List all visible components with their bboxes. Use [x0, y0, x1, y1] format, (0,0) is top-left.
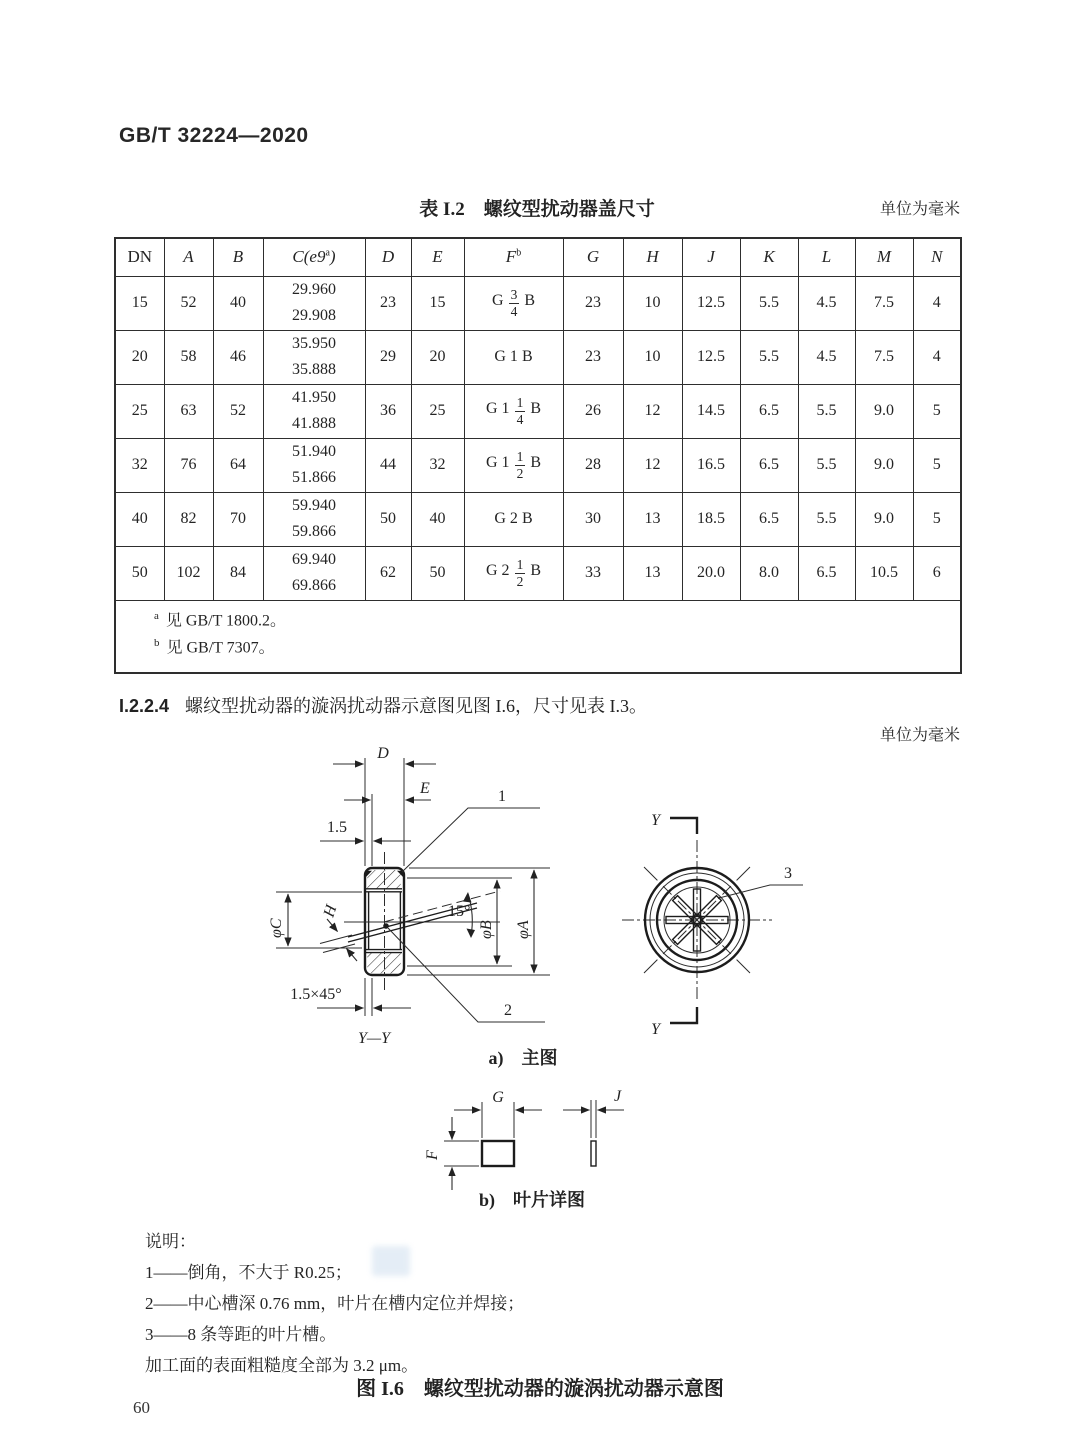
table-footnotes: [154, 607, 950, 662]
circular-view: [622, 812, 803, 1038]
table-cell: 9.0: [855, 492, 913, 546]
table-cell: 10: [623, 276, 682, 330]
table-cell: 25: [411, 384, 464, 438]
table-row: [115, 384, 961, 438]
table-cell: 33: [563, 546, 623, 600]
column-header: C(e9$^a$): [263, 238, 365, 276]
dim-label-E: E: [420, 780, 430, 797]
table-cell: 102: [164, 546, 213, 600]
table-cell: 8.0: [740, 546, 798, 600]
table-cell: 4.5: [798, 330, 855, 384]
dim-D: [333, 745, 436, 764]
section-mark-Y-bottom: [651, 1007, 697, 1038]
figure-legend: [145, 1226, 524, 1381]
table-cell: 10: [623, 330, 682, 384]
table-cell: 26: [563, 384, 623, 438]
table-cell: 30: [563, 492, 623, 546]
table-cell: 12: [623, 384, 682, 438]
dim-label-H: H: [320, 902, 341, 920]
table-cell: 5: [913, 438, 961, 492]
legend-title: 说明：: [145, 1232, 196, 1251]
table-cell: 23: [365, 276, 411, 330]
table-cell: 12: [623, 438, 682, 492]
table-row: [115, 492, 961, 546]
table-cell: 13: [623, 546, 682, 600]
legend-item: 2——中心槽深 0.76 mm，叶片在槽内定位并焊接；: [145, 1294, 525, 1313]
table-cell: 36: [365, 384, 411, 438]
table-cell: 40: [115, 492, 164, 546]
dim-label-F: F: [424, 1150, 441, 1160]
leader-3: [719, 865, 803, 898]
page-number: 60: [133, 1398, 150, 1417]
table-cell: G 1 $\frac{1}{2}$ B: [464, 438, 563, 492]
table-cell: 14.5: [682, 384, 740, 438]
footnote: $^a$ 见 GB/T 1800.2。: [154, 609, 287, 629]
table-cell: 32: [115, 438, 164, 492]
table-header-row: [115, 238, 961, 276]
table-cell: 25: [115, 384, 164, 438]
dim-label-G: G: [492, 1089, 504, 1106]
dim-F: [424, 1117, 452, 1190]
table-cell: 50: [411, 546, 464, 600]
leader-label-3: 3: [784, 865, 792, 882]
table-cell: 4: [913, 330, 961, 384]
table-cell: 20: [411, 330, 464, 384]
table-row: [115, 438, 961, 492]
table-cell: 23: [563, 330, 623, 384]
table-cell: 64: [213, 438, 263, 492]
dim-J: [563, 1088, 624, 1110]
table-cell: 10.5: [855, 546, 913, 600]
column-header: D: [365, 238, 411, 276]
table-cell: 44: [365, 438, 411, 492]
legend-item: 1——倒角，不大于 R0.25；: [145, 1263, 352, 1282]
column-header: M: [855, 238, 913, 276]
table-cell: 63: [164, 384, 213, 438]
table-cell: 82: [164, 492, 213, 546]
table-cell: 70: [213, 492, 263, 546]
table-cell: 6.5: [798, 546, 855, 600]
table-cell: 23: [563, 276, 623, 330]
hatch-top: [367, 870, 400, 889]
svg-text:Y: Y: [651, 1021, 660, 1038]
table-row: [115, 546, 961, 600]
dim-label-phiA: φA: [515, 920, 532, 939]
column-header: B: [213, 238, 263, 276]
leader-label-2: 2: [504, 1002, 512, 1019]
column-header: H: [623, 238, 682, 276]
section-mark-Y-top: [651, 812, 697, 834]
column-header: K: [740, 238, 798, 276]
dim-phiC: [268, 894, 288, 946]
table-cell: 46: [213, 330, 263, 384]
table-cell: 52: [213, 384, 263, 438]
table-cell: 15: [115, 276, 164, 330]
table-cell: 28: [563, 438, 623, 492]
table-cell: 76: [164, 438, 213, 492]
table-body: [115, 276, 961, 600]
table-cell: 6.5: [740, 492, 798, 546]
blade-detail: [424, 1088, 624, 1211]
footnote: $^b$ 见 GB/T 7307。: [154, 637, 275, 657]
table-row: [115, 330, 961, 384]
table-cell: 20.0: [682, 546, 740, 600]
column-header: A: [164, 238, 213, 276]
table-title: 表 I.2 螺纹型扰动器盖尺寸: [419, 199, 655, 220]
legend-surface-note: 加工面的表面粗糙度全部为 3.2 μm。: [145, 1356, 419, 1375]
technical-drawing: [0, 740, 1080, 1222]
dim-label-phiC: φC: [268, 918, 285, 938]
dim-label-D: D: [377, 745, 389, 762]
table-cell: 9.0: [855, 438, 913, 492]
column-header: L: [798, 238, 855, 276]
column-header: N: [913, 238, 961, 276]
table-cell: 7.5: [855, 276, 913, 330]
table-cell: 6: [913, 546, 961, 600]
svg-text:Y: Y: [651, 812, 660, 829]
leader-2: [388, 928, 545, 1022]
caption-blade-detail: b) 叶片详图: [478, 1190, 586, 1210]
table-unit-note: 单位为毫米: [879, 201, 960, 218]
table-cell: 35.950 35.888: [263, 330, 365, 384]
table-cell: G 2 $\frac{1}{2}$ B: [464, 546, 563, 600]
dim-label-15: 15°: [448, 903, 471, 920]
table-cell: 20: [115, 330, 164, 384]
dim-phiA: [515, 870, 534, 973]
diagonal-ticks: [644, 867, 750, 973]
table-cell: 9.0: [855, 384, 913, 438]
table-cell: G 1 $\frac{1}{4}$ B: [464, 384, 563, 438]
legend-item: 3——8 条等距的叶片槽。: [145, 1325, 337, 1344]
dim-G: [454, 1089, 542, 1110]
table-cell: 6.5: [740, 384, 798, 438]
table-cell: G 1 B: [464, 330, 563, 384]
dim-label-1-5: 1.5: [327, 819, 347, 836]
table-cell: 62: [365, 546, 411, 600]
table-cell: 52: [164, 276, 213, 330]
table-cell: 13: [623, 492, 682, 546]
table-cell: 69.940 69.866: [263, 546, 365, 600]
table-cell: 51.940 51.866: [263, 438, 365, 492]
dim-phiB: [478, 880, 497, 964]
column-header: E: [411, 238, 464, 276]
table-cell: 29.960 29.908: [263, 276, 365, 330]
chamfer-mark-right: [397, 871, 403, 877]
table-cell: 5.5: [740, 330, 798, 384]
column-header: G: [563, 238, 623, 276]
table-footnote-row: [115, 600, 961, 673]
dim-H: [320, 902, 357, 961]
table-cell: 15: [411, 276, 464, 330]
blade-section: [348, 903, 477, 942]
caption-main-view: a) 主图: [488, 1048, 558, 1068]
table-cell: G $\frac{3}{4}$ B: [464, 276, 563, 330]
column-header: DN: [115, 238, 164, 276]
dim-angle-15: [384, 891, 500, 938]
main-view: [268, 745, 558, 1069]
dim-chamfer: [290, 986, 411, 1008]
table-cell: 59.940 59.866: [263, 492, 365, 546]
leader-1: [402, 788, 540, 872]
table-cell: 84: [213, 546, 263, 600]
table-cell: 5.5: [740, 276, 798, 330]
table-cell: 50: [365, 492, 411, 546]
dim-label-chamfer: 1.5×45°: [290, 986, 342, 1003]
table-cell: 12.5: [682, 276, 740, 330]
table-cell: 5: [913, 492, 961, 546]
hatch-bottom: [367, 953, 400, 973]
table-cell: 29: [365, 330, 411, 384]
dim-label-J: J: [614, 1088, 622, 1105]
table-row: [115, 276, 961, 330]
dim-label-phiB: φB: [478, 920, 495, 939]
table-cell: 7.5: [855, 330, 913, 384]
table-cell: 40: [213, 276, 263, 330]
figure-caption: 图 I.6 螺纹型扰动器的漩涡扰动器示意图: [356, 1378, 724, 1400]
table-cell: G 2 B: [464, 492, 563, 546]
blade-slots: [663, 886, 731, 954]
dim-E: [344, 780, 431, 800]
table-cell: 4.5: [798, 276, 855, 330]
table-cell: 18.5: [682, 492, 740, 546]
leader-label-1: 1: [498, 788, 506, 805]
figure-legend-items: [145, 1257, 524, 1350]
table-cell: 41.950 41.888: [263, 384, 365, 438]
table-cell: 5.5: [798, 384, 855, 438]
table-cell: 12.5: [682, 330, 740, 384]
table-cell: 58: [164, 330, 213, 384]
table-title-band: [114, 194, 960, 220]
column-header: J: [682, 238, 740, 276]
table-cell: 5.5: [798, 492, 855, 546]
clause-text: 螺纹型扰动器的漩涡扰动器示意图见图 I.6，尺寸见表 I.3。: [185, 696, 648, 716]
table-cell: 5.5: [798, 438, 855, 492]
table-cell: 40: [411, 492, 464, 546]
chamfer-mark-left: [366, 871, 372, 877]
column-header: $F^b$: [464, 238, 563, 276]
figure-unit-note: 单位为毫米: [879, 727, 960, 744]
dimension-table: [114, 237, 962, 674]
doc-number: GB/T 32224—2020: [119, 124, 309, 147]
clause-number: I.2.2.4: [119, 696, 170, 716]
dim-1-5: [320, 819, 411, 841]
clause-paragraph: [119, 692, 979, 718]
table-cell: 32: [411, 438, 464, 492]
table-cell: 5: [913, 384, 961, 438]
table-cell: 16.5: [682, 438, 740, 492]
section-label-YY: Y—Y: [357, 1030, 391, 1047]
table-cell: 6.5: [740, 438, 798, 492]
table-cell: 4: [913, 276, 961, 330]
table-cell: 50: [115, 546, 164, 600]
